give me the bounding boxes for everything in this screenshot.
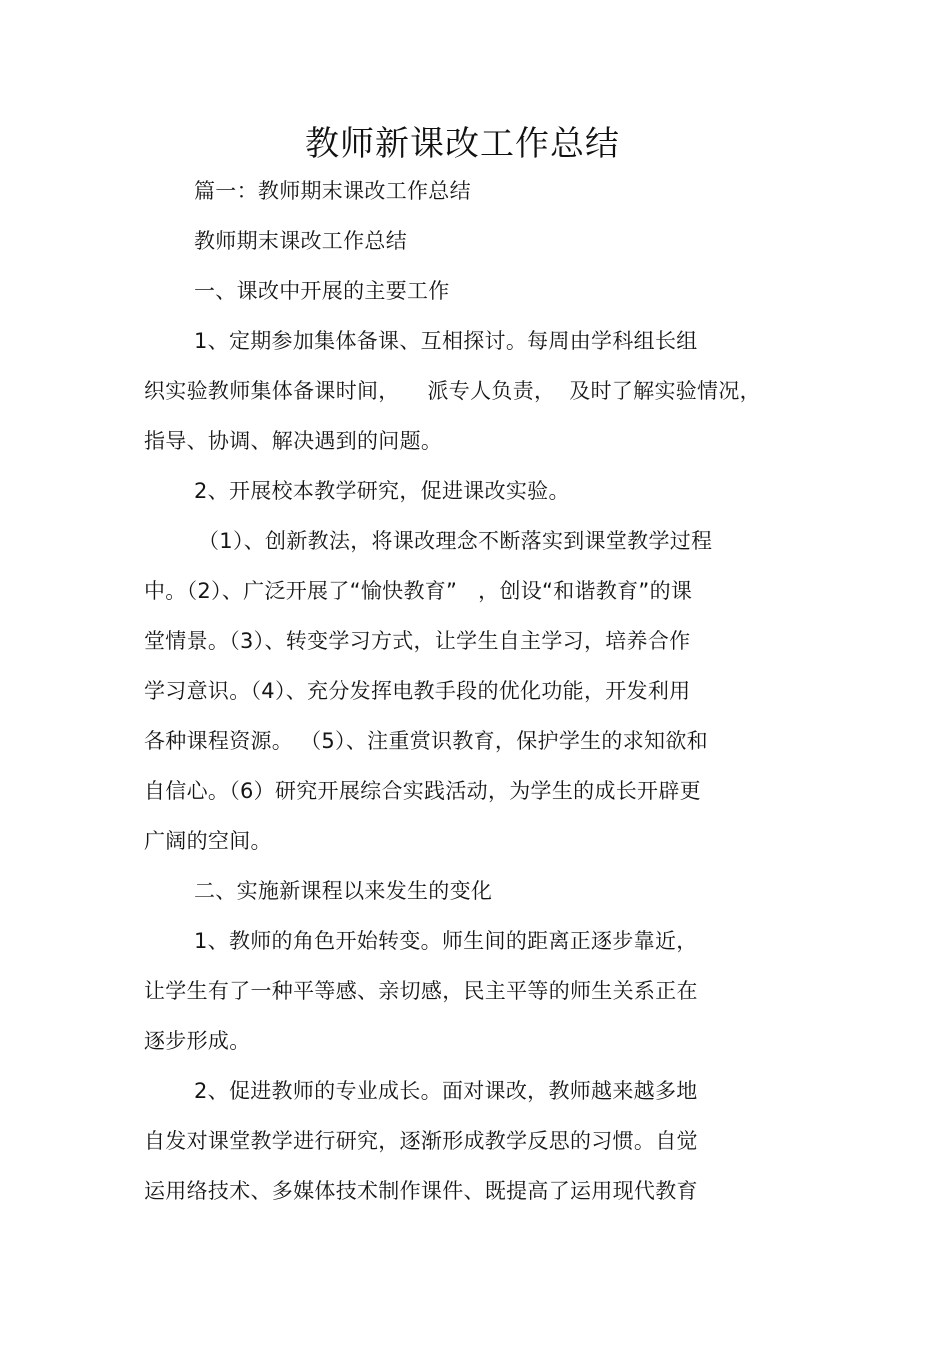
paragraph-line: 织实验教师集体备课时间， 派专人负责， 及时了解实验情况，: [144, 379, 761, 403]
paragraph-line: 让学生有了一种平等感、亲切感，民主平等的师生关系正在: [144, 979, 698, 1003]
paragraph-line: 中。（2）、广泛开展了“愉快教育” ，创设“和谐教育”的课: [144, 579, 693, 603]
subtitle: 教师期末课改工作总结: [194, 229, 407, 253]
paragraph-line: 运用络技术、多媒体技术制作课件、既提高了运用现代教育: [144, 1179, 698, 1203]
paragraph-line: 广阔的空间。: [144, 829, 272, 853]
paragraph-line: 指导、协调、解决遇到的问题。: [144, 429, 443, 453]
paragraph-line: （1）、创新教法，将课改理念不断落实到课堂教学过程: [198, 529, 713, 553]
paragraph-line: 逐步形成。: [144, 1029, 251, 1053]
paragraph-line: 2、开展校本教学研究，促进课改实验。: [194, 479, 570, 503]
paragraph-line: 自发对课堂教学进行研究，逐渐形成教学反思的习惯。自觉: [144, 1129, 698, 1153]
paragraph-line: 堂情景。（3）、转变学习方式，让学生自主学习，培养合作: [144, 629, 691, 653]
paragraph-line: 学习意识。（4）、充分发挥电教手段的优化功能，开发利用: [144, 679, 691, 703]
paragraph-line: 1、定期参加集体备课、互相探讨。每周由学科组长组: [194, 329, 698, 353]
heading-1: 一、课改中开展的主要工作: [194, 279, 450, 303]
paragraph-line: 1、教师的角色开始转变。师生间的距离正逐步靠近，: [194, 929, 698, 953]
section-heading: 篇一：教师期末课改工作总结: [194, 179, 471, 203]
heading-2: 二、实施新课程以来发生的变化: [194, 879, 493, 903]
paragraph-line: 各种课程资源。 （5）、注重赏识教育，保护学生的求知欲和: [144, 729, 708, 753]
document-title: 教师新课改工作总结: [305, 124, 620, 164]
paragraph-line: 2、促进教师的专业成长。面对课改，教师越来越多地: [194, 1079, 698, 1103]
paragraph-line: 自信心。（6）研究开展综合实践活动，为学生的成长开辟更: [144, 779, 701, 803]
